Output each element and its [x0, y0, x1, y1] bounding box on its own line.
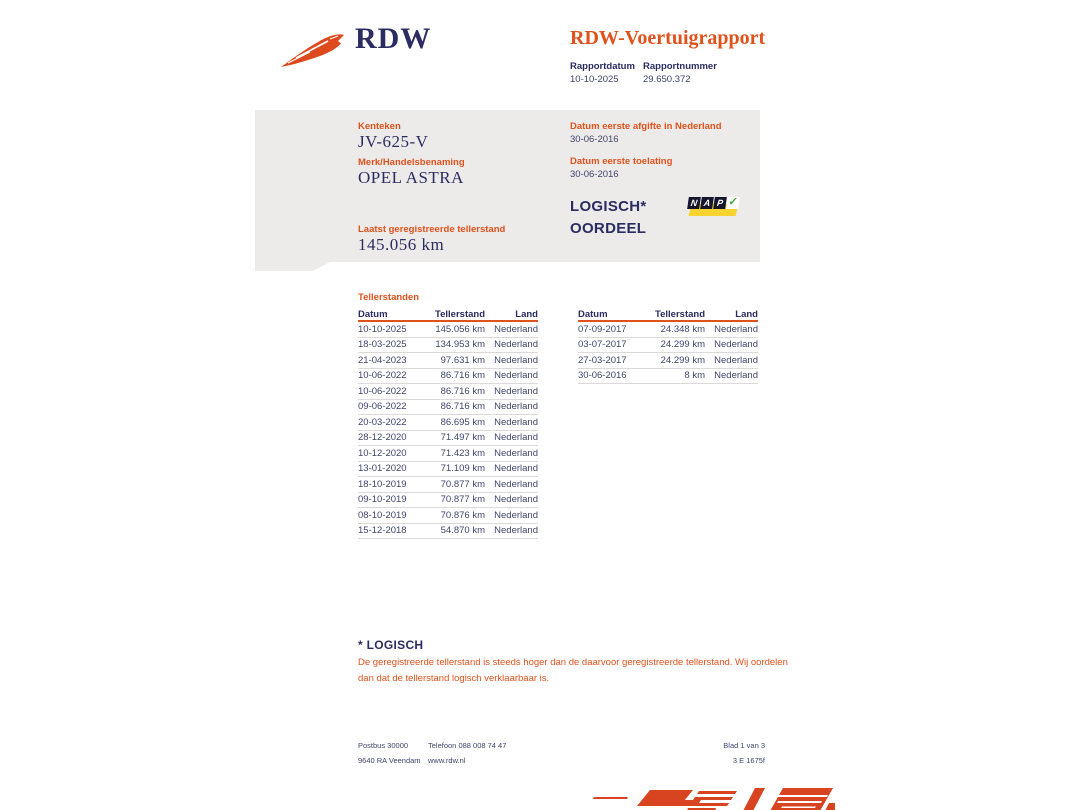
table-cell: 27-03-2017 — [578, 354, 627, 366]
table-cell: 20-03-2022 — [358, 416, 407, 428]
table-header-row — [358, 307, 538, 322]
table-cell: Nederland — [494, 401, 538, 413]
footer-address — [358, 738, 421, 768]
table-cell: 70.877 km — [440, 494, 485, 506]
table-cell: 21-04-2023 — [358, 354, 407, 366]
table-cell: 54.870 km — [440, 525, 485, 537]
table-row — [578, 322, 758, 338]
rdw-wing-logo-icon — [278, 26, 348, 72]
table-cell: 10-12-2020 — [358, 447, 407, 459]
page-title: RDW-Voertuigrapport — [570, 27, 766, 49]
table-cell: Nederland — [494, 463, 538, 475]
table-cell: 24.299 km — [660, 354, 705, 366]
table-row — [358, 508, 538, 524]
table-row — [578, 369, 758, 385]
table-cell: 86.716 km — [440, 401, 485, 413]
merk-label: Merk/Handelsbenaming — [358, 157, 465, 168]
table-cell: 24.348 km — [660, 323, 705, 335]
table-cell: 10-06-2022 — [358, 385, 407, 397]
table-cell: 10-10-2025 — [358, 323, 407, 335]
report-date-value: 10-10-2025 — [570, 74, 619, 85]
table-cell: 13-01-2020 — [358, 463, 407, 475]
table-row — [358, 369, 538, 385]
col-header-datum: Datum — [358, 309, 388, 320]
footer-page-number: Blad 1 van 3 — [723, 741, 765, 750]
table-row — [578, 353, 758, 369]
table-cell: 03-07-2017 — [578, 339, 627, 351]
merk-value: OPEL ASTRA — [358, 168, 464, 187]
col-header-tellerstand: Tellerstand — [655, 309, 705, 320]
table-cell: Nederland — [714, 354, 758, 366]
mileage-table-left — [358, 307, 538, 539]
judgement-text — [570, 196, 647, 240]
judgement-line2: OORDEEL — [570, 220, 647, 237]
footnote-text: De geregistreerde tellerstand is steeds hoger dan de daarvoor geregistreerde tellerstand. Wij oordelen dan dat de tellerstand logisch verklaarbaar is. — [358, 657, 788, 684]
table-cell: 15-12-2018 — [358, 525, 407, 537]
table-row — [358, 524, 538, 540]
table-cell: 18-03-2025 — [358, 339, 407, 351]
col-header-datum: Datum — [578, 309, 608, 320]
rdw-wing-decoration-icon — [585, 786, 835, 810]
table-cell: 70.877 km — [440, 478, 485, 490]
kenteken-value: JV-625-V — [358, 132, 429, 151]
table-body — [358, 322, 538, 539]
table-row — [358, 462, 538, 478]
table-cell: 71.423 km — [440, 447, 485, 459]
table-cell: Nederland — [494, 478, 538, 490]
table-cell: 18-10-2019 — [358, 478, 407, 490]
table-cell: 86.695 km — [440, 416, 485, 428]
vehicle-summary-panel — [255, 110, 760, 271]
table-cell: 71.109 km — [440, 463, 485, 475]
table-cell: Nederland — [494, 354, 538, 366]
last-mileage-label: Laatst geregistreerde tellerstand — [358, 224, 506, 235]
table-row — [358, 415, 538, 431]
table-cell: 09-06-2022 — [358, 401, 407, 413]
table-cell: 145.056 km — [435, 323, 485, 335]
table-row — [358, 477, 538, 493]
first-issue-value: 30-06-2016 — [570, 134, 619, 145]
footer-phone: Telefoon 088 008 74 47 — [428, 741, 507, 750]
table-cell: Nederland — [714, 370, 758, 382]
table-row — [358, 353, 538, 369]
table-row — [358, 384, 538, 400]
table-cell: Nederland — [714, 323, 758, 335]
footer-form-code: 3 E 1675f — [732, 756, 765, 765]
table-cell: Nederland — [494, 525, 538, 537]
table-cell: 134.953 km — [435, 339, 485, 351]
table-row — [358, 493, 538, 509]
table-row — [358, 431, 538, 447]
table-cell: Nederland — [494, 447, 538, 459]
nap-checkmark-icon: ✓ — [727, 196, 739, 208]
table-cell: 97.631 km — [440, 354, 485, 366]
table-cell: 09-10-2019 — [358, 494, 407, 506]
report-date-label: Rapportdatum — [570, 61, 635, 72]
table-cell: Nederland — [494, 323, 538, 335]
table-cell: Nederland — [714, 339, 758, 351]
table-cell: 10-06-2022 — [358, 370, 407, 382]
footer-contact — [428, 738, 506, 768]
table-cell: 70.876 km — [440, 509, 485, 521]
table-cell: Nederland — [494, 432, 538, 444]
report-number-label: Rapportnummer — [643, 61, 717, 72]
table-cell: 86.716 km — [440, 370, 485, 382]
table-cell: Nederland — [494, 494, 538, 506]
nap-letter-n: N — [687, 197, 701, 209]
last-mileage-value: 145.056 km — [358, 235, 445, 254]
col-header-land: Land — [515, 309, 538, 320]
table-row — [358, 338, 538, 354]
table-cell: Nederland — [494, 509, 538, 521]
table-row — [358, 322, 538, 338]
table-cell: 07-09-2017 — [578, 323, 627, 335]
first-admission-value: 30-06-2016 — [570, 169, 619, 180]
table-cell: Nederland — [494, 339, 538, 351]
table-cell: 30-06-2016 — [578, 370, 627, 382]
footer-page-info — [665, 738, 765, 768]
table-row — [358, 446, 538, 462]
nap-letter-p: P — [713, 197, 727, 209]
table-cell: 86.716 km — [440, 385, 485, 397]
table-cell: 71.497 km — [440, 432, 485, 444]
footer-address-line2: 9640 RA Veendam — [358, 756, 421, 765]
kenteken-label: Kenteken — [358, 121, 401, 132]
judgement-line1: LOGISCH* — [570, 198, 647, 215]
rdw-logo-text: RDW — [355, 22, 432, 55]
table-cell: Nederland — [494, 370, 538, 382]
table-cell: Nederland — [494, 385, 538, 397]
nap-logo — [685, 195, 741, 219]
mileage-table-right — [578, 307, 758, 384]
table-cell: 8 km — [684, 370, 705, 382]
table-row — [358, 400, 538, 416]
footnote-title: * LOGISCH — [358, 638, 424, 652]
footer-address-line1: Postbus 30000 — [358, 741, 409, 750]
table-cell: Nederland — [494, 416, 538, 428]
first-issue-label: Datum eerste afgifte in Nederland — [570, 121, 722, 132]
col-header-tellerstand: Tellerstand — [435, 309, 485, 320]
table-cell: 28-12-2020 — [358, 432, 407, 444]
nap-letter-a: A — [700, 197, 714, 209]
first-admission-label: Datum eerste toelating — [570, 156, 673, 167]
table-row — [578, 338, 758, 354]
tellerstanden-section-title: Tellerstanden — [358, 292, 420, 303]
table-cell: 08-10-2019 — [358, 509, 407, 521]
col-header-land: Land — [735, 309, 758, 320]
footer-website: www.rdw.nl — [428, 756, 466, 765]
table-body — [578, 322, 758, 384]
table-header-row — [578, 307, 758, 322]
table-cell: 24.299 km — [660, 339, 705, 351]
report-number-value: 29.650.372 — [643, 74, 691, 85]
